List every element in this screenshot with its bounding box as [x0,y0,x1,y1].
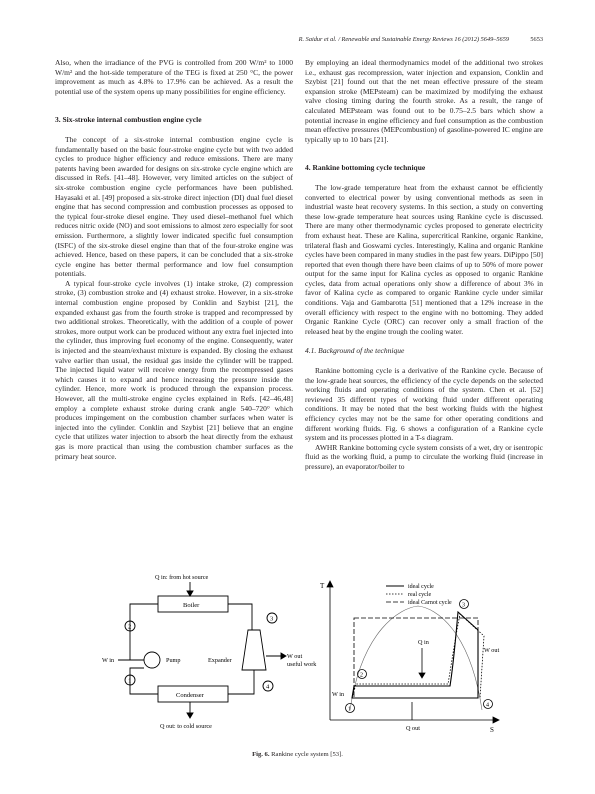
journal-citation: R. Saidur et al. / Renewable and Sustainable Energy Reviews 16 (2012) 5649–5659 [298,36,509,43]
left-column [55,58,293,461]
schematic [102,574,317,730]
right-column [305,58,543,472]
ts-q-in-arrowhead [419,673,425,678]
section-heading-4: 4. Rankine bottoming cycle technique [305,163,426,173]
subsection-heading-4-1: 4.1. Background of the technique [305,346,405,356]
t-axis-label: T [320,582,325,590]
rankine-diagram [100,570,500,740]
page-number: 5653 [530,36,543,43]
ts-state-2: 2 [360,672,363,679]
paragraph: AWHR Rankine bottoming cycle system consists of a wet, dry or isentropic fluid as the working fluid, a pump to circulate the working fluid (increase in pressure), an evaporator/boiler to [305,442,543,471]
w-out-label: W out [287,653,303,660]
ideal-cycle [352,612,478,698]
q-out-label: Q out: to cold source [160,723,212,730]
paragraph: By employing an ideal thermodynamics model of the additional two strokes i.e., exhaust gas recompression, water injection and expansion, Conklin and Szybist [21] found out that the net mean effective pressure of the steam expansion stroke (MEPsteam) can be maximized by modifying the exhaust valve closing timing during the fourth stroke. As a result, the range of calculated MEPsteam was found out to be 0.75–2.5 bars which show a potential increase in engine efficiency and fuel consumption as the combustion mean effective pressures (MEPcombustion) of gasoline-powered IC engine are typically up to 10 bars [21]. [305,58,543,144]
paragraph: The low-grade temperature heat from the exhaust cannot be efficiently converted to electrical power by using conventional methods as seen in industrial waste heat recovery systems. In this section, a study on converting these low-grade temperature heat sources using Rankine cycle is discussed. There are many other thermodynamic cycles proposed to generate electricity from exhaust heat. These are Kalina, supercritical Rankine, organic Rankine, trilateral flash and Goswami cycles. Interestingly, Kalina and organic Rankine cycles have been compared in many studies in the past few years. DiPippo [50] reported that even though there have been claims of up to 50% of more power output for the same input for Kalina cycles as opposed to organic Rankine cycles, data from actual operations only show a difference of about 3% in favor of Kalina cycle as compared to organic Rankine cycle under similar conditions. Vaja and Gambarotta [51] mentioned that a 12% increase in the overall efficiency with respect to the engine with no bottoming. They added Organic Rankine Cycle (ORC) can recover only a small fraction of the released heat by the engine trough the cooling water. [305,182,543,336]
paragraph: Rankine bottoming cycle is a derivative of the Rankine cycle. Because of the low-grade heat sources, the efficiency of the cycle depends on the selected working fluids and operating conditions of the system. Chen et al. [52] reviewed 35 different types of working fluid under different operating conditions. It may be noted that the best working fluids with the highest efficiency cycles may not be the same for other operating conditions and different working fluids. Fig. 6 shows a configuration of a Rankine cycle system and its processes plotted in a T-s diagram. [305,366,543,443]
state-4-label: 4 [266,683,270,691]
pump-label: Pump [166,657,181,664]
ts-state-3: 3 [462,602,465,609]
line-boiler-to-expander [228,604,252,630]
pump-symbol [144,652,160,668]
ts-q-out-label: Q out [406,725,420,732]
w-in-label: W in [102,657,115,664]
ts-q-in-label: Q in [418,639,429,646]
t-axis-arrowhead [327,581,333,587]
figure-rankine-cycle [100,570,500,740]
boiler-label: Boiler [183,602,200,609]
expander-symbol [242,630,266,670]
ts-state-1: 1 [348,706,351,713]
s-axis-label: S [490,726,494,734]
paragraph: A typical four-stroke cycle involves (1) intake stroke, (2) compression stroke, (3) combustion stroke and (4) exhaust stroke. However, in a six-stroke internal combustion engine proposed by Conklin and Szybist [21], the expanded exhaust gas from the fourth stroke is trapped and recompressed by two additional strokes. Theoretically, with the addition of a couple of power strokes, more output work can be produced without any extra fuel injected into the cylinder, thus improving fuel economy of the engine. Consequently, water is injected and the steam/exhaust mixture is expanded. By closing the exhaust valve earlier than usual, the residual gas inside the cylinder will be trapped. The injected liquid water will receive energy from the recompressed gases which causes it to expand and hence increasing the pressure inside the cylinder. Hence, more work is produced through the expansion process. However, all the multi-stroke engine cycles explained in Refs. [42–46,48] employ a complete exhaust stroke during crank angle 540–720° which produces impingement on the combustion chamber surfaces when water is injected into the cylinder. Conklin and Szybist [21] believe that an engine cycle that utilizes water injection to absorb the heat directly from the exhaust gas is more practical than using the combustion chamber surfaces as the primary heat source. [55,278,293,461]
ts-state-4: 4 [486,702,489,709]
ts-w-in-label: W in [332,691,345,698]
figure-caption [0,751,595,758]
condenser-label: Condenser [176,692,204,699]
state-2-label: 2 [128,623,132,631]
state-3-label: 3 [270,615,274,623]
running-header [55,36,543,48]
expander-label: Expander [208,657,232,664]
section-heading-3: 3. Six-stroke internal combustion engine cycle [55,115,202,125]
state-1-label: 1 [128,677,132,685]
line-boiler-to-pump [130,604,158,660]
s-axis-arrowhead [493,717,499,723]
ts-diagram [320,581,499,734]
legend-ideal: ideal cycle [408,584,434,590]
paragraph: The concept of a six-stroke internal combustion engine cycle is fundamentally based on the basic four-stroke engine cycle but with two added cycles to produce higher efficiency and reduce emissions. There are many patents having been awarded for designs on six-stroke cycle engine which are discussed in Refs. [41–48]. However, very limited articles on the subject of six-stroke combustion engine cycle performances have been published. Hayasaki et al. [49] proposed a six-stroke direct injection (DI) dual fuel diesel engine that has second compression and combustion processes as opposed to the typical four-stroke diesel engine. They used diesel–methanol fuel which reduces nitric oxide (NO) and soot emissions to almost zero especially for soot emission. Furthermore, a slightly lower indicated specific fuel consumption (ISFC) of the six-stroke diesel engine than that of the four-stroke engine was achieved. Hence, based on these papers, it can be concluded that a six-stroke cycle engine has better thermal performance and low fuel consumption potentials. [55,134,293,279]
legend-carnot: ideal Carnot cycle [408,600,452,606]
line-expander-to-condenser [228,670,254,694]
real-cycle [352,614,484,698]
paragraph: Also, when the irradiance of the PVG is controlled from 200 W/m² to 1000 W/m² and the hot-side temperature of the TEG is fixed at 250 °C, the power improvement as much as 4.8% to 17.9% can be achieved. As a result the potential use of the system opens up many possibilities for engine efficiency. [55,58,293,96]
line-condenser-to-pump [130,668,158,694]
caption-label: Fig. 6. [252,751,270,758]
useful-work-label: useful work [287,661,317,668]
w-out-arrowhead [281,653,286,659]
q-in-arrowhead [187,591,193,596]
caption-text: Rankine cycle system [53]. [271,751,343,758]
legend-real: real cycle [408,592,432,598]
q-out-arrowhead [187,713,193,718]
saturation-dome [350,606,482,710]
ts-w-out-label: W out [484,647,500,654]
q-in-label: Q in: from hot source [155,574,209,581]
